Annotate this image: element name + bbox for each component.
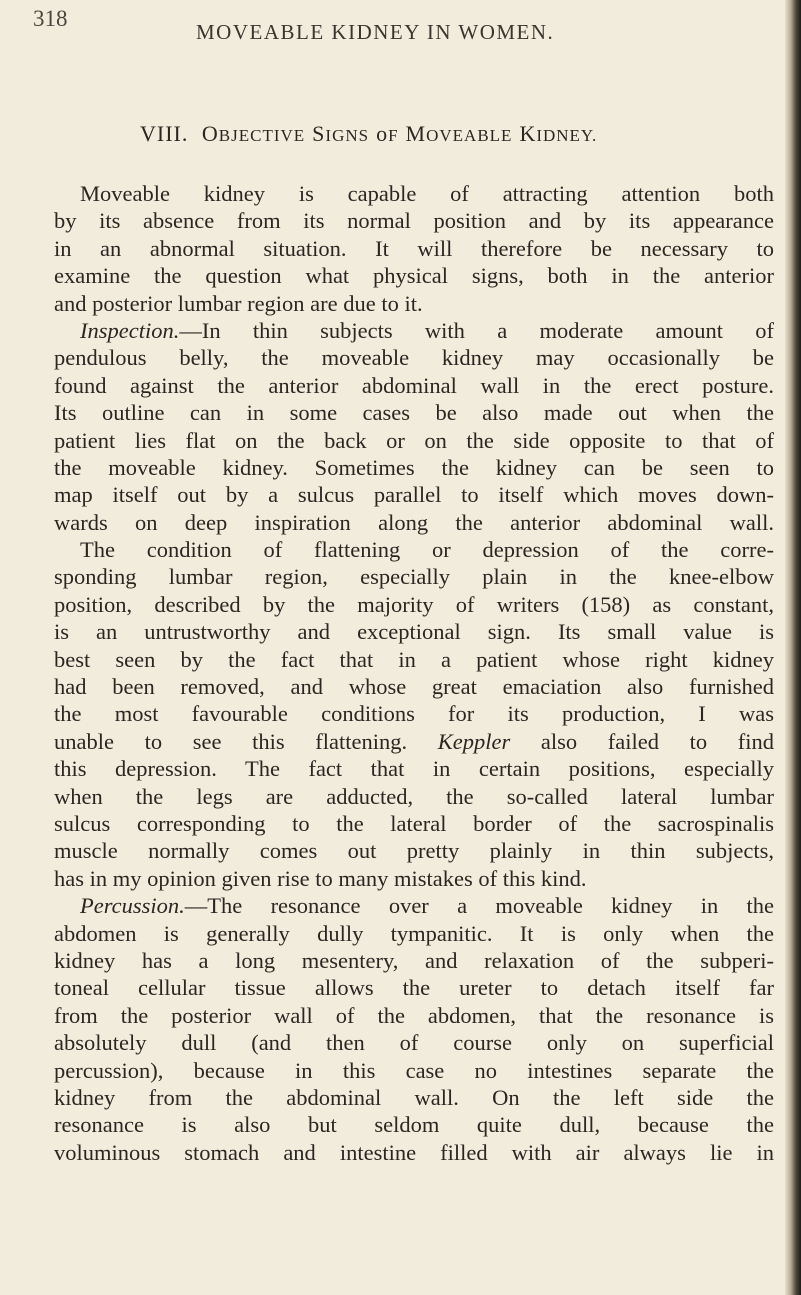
text-line: The condition of flattening or depression of the corre- bbox=[80, 537, 774, 563]
text-line: in an abnormal situation. It will therefore be necessary to bbox=[54, 235, 774, 261]
section-heading bbox=[140, 121, 760, 147]
page-number: 318 bbox=[33, 6, 68, 31]
section-title-word: OBJECTIVE bbox=[201, 121, 306, 146]
text-line: kidney has a long mesentery, and relaxation of the subperi- bbox=[54, 947, 774, 973]
text-line: map itself out by a sulcus parallel to itself which moves down- bbox=[54, 482, 774, 508]
section-title-word: SIGNS bbox=[312, 121, 370, 146]
text-line: examine the question what physical signs, both in the anterior bbox=[54, 263, 774, 289]
text-line: found against the anterior abdominal wall in the erect posture. bbox=[54, 372, 774, 398]
text-line: is an untrustworthy and exceptional sign. Its small value is bbox=[54, 619, 774, 645]
text-line: Percussion.—The resonance over a moveable kidney in the bbox=[80, 893, 774, 919]
text-line: had been removed, and whose great emaciation also furnished bbox=[54, 674, 774, 700]
text-line: toneal cellular tissue allows the ureter to detach itself far bbox=[54, 975, 774, 1001]
text-line: unable to see this flattening. Keppler also failed to find bbox=[54, 728, 774, 754]
text-line: this depression. The fact that in certain positions, especially bbox=[54, 756, 774, 782]
section-title-word: oF bbox=[376, 121, 399, 146]
text-line: Inspection.—In thin subjects with a moderate amount of bbox=[80, 317, 774, 343]
text-line: the moveable kidney. Sometimes the kidney can be seen to bbox=[54, 454, 774, 480]
text-line: position, described by the majority of writers (158) as constant, bbox=[54, 591, 774, 617]
text-line: kidney from the abdominal wall. On the left side the bbox=[54, 1084, 774, 1110]
text-line: Its outline can in some cases be also made out when the bbox=[54, 400, 774, 426]
text-line: wards on deep inspiration along the anterior abdominal wall. bbox=[54, 509, 774, 535]
text-line: and posterior lumbar region are due to it. bbox=[54, 290, 423, 316]
keppler-name: Keppler bbox=[437, 728, 511, 754]
text-line: absolutely dull (and then of course only on superficial bbox=[54, 1030, 774, 1056]
text-line: best seen by the fact that in a patient whose right kidney bbox=[54, 646, 774, 672]
text-line: the most favourable conditions for its production, I was bbox=[54, 701, 774, 727]
text-line: when the legs are adducted, the so-called lateral lumbar bbox=[54, 783, 774, 809]
body-text bbox=[54, 180, 774, 1166]
text-line: has in my opinion given rise to many mistakes of this kind. bbox=[54, 865, 587, 891]
section-title-word: KIDNEY. bbox=[519, 121, 598, 146]
book-spine-shadow bbox=[785, 0, 801, 1295]
section-numeral: VIII. bbox=[140, 121, 189, 146]
text-line: pendulous belly, the moveable kidney may occasionally be bbox=[54, 345, 774, 371]
text-line: abdomen is generally dully tympanitic. It is only when the bbox=[54, 920, 774, 946]
text-line: voluminous stomach and intestine filled with air always lie in bbox=[54, 1139, 774, 1165]
running-title: MOVEABLE KIDNEY IN WOMEN. bbox=[196, 20, 555, 44]
text-line: patient lies flat on the back or on the side opposite to that of bbox=[54, 427, 774, 453]
text-line: percussion), because in this case no intestines separate the bbox=[54, 1057, 774, 1083]
inspection-label: Inspection. bbox=[80, 317, 180, 343]
section-title bbox=[195, 121, 597, 146]
text-line: resonance is also but seldom quite dull, because the bbox=[54, 1112, 774, 1138]
percussion-label: Percussion. bbox=[80, 893, 185, 919]
text-line: from the posterior wall of the abdomen, that the resonance is bbox=[54, 1002, 774, 1028]
text-line: Moveable kidney is capable of attracting attention both bbox=[80, 181, 774, 206]
text-line: sponding lumbar region, especially plain in the knee-elbow bbox=[54, 564, 774, 590]
text-line: by its absence from its normal position and by its appearance bbox=[54, 208, 774, 234]
text-line: sulcus corresponding to the lateral border of the sacrospinalis bbox=[54, 810, 774, 836]
section-title-word: MOVEABLE bbox=[405, 121, 513, 146]
text-line: muscle normally comes out pretty plainly in thin subjects, bbox=[54, 838, 774, 864]
